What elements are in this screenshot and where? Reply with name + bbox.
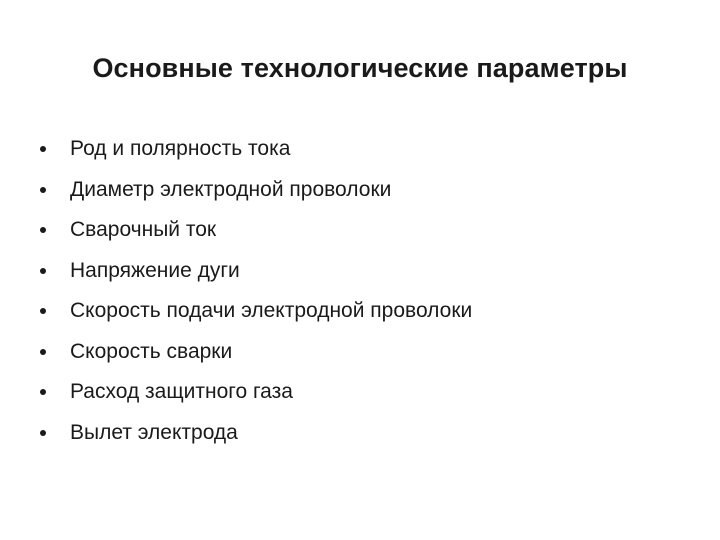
bullet-text: Род и полярность тока — [70, 137, 291, 161]
bullet-icon — [40, 187, 46, 193]
bullet-list — [40, 129, 472, 453]
bullet-text: Вылет электрода — [70, 420, 238, 444]
bullet-item — [40, 129, 472, 170]
bullet-text: Сварочный ток — [70, 218, 217, 242]
bullet-text: Скорость подачи электродной проволоки — [70, 299, 473, 323]
bullet-icon — [40, 268, 46, 274]
bullet-icon — [40, 146, 46, 152]
bullet-icon — [40, 227, 46, 233]
slide-title: Основные технологические параметры — [92, 53, 628, 83]
bullet-text: Диаметр электродной проволоки — [70, 177, 392, 201]
bullet-icon — [40, 349, 46, 355]
bullet-icon — [40, 430, 46, 436]
bullet-item — [40, 291, 472, 332]
bullet-text: Скорость сварки — [70, 339, 233, 363]
bullet-text: Напряжение дуги — [70, 258, 240, 282]
bullet-icon — [40, 308, 46, 314]
bullet-item — [40, 372, 472, 413]
bullet-item — [40, 170, 472, 211]
bullet-item — [40, 251, 472, 292]
bullet-icon — [40, 389, 46, 395]
bullet-item — [40, 210, 472, 251]
bullet-text: Расход защитного газа — [70, 380, 293, 404]
bullet-item — [40, 332, 472, 373]
bullet-item — [40, 413, 472, 454]
